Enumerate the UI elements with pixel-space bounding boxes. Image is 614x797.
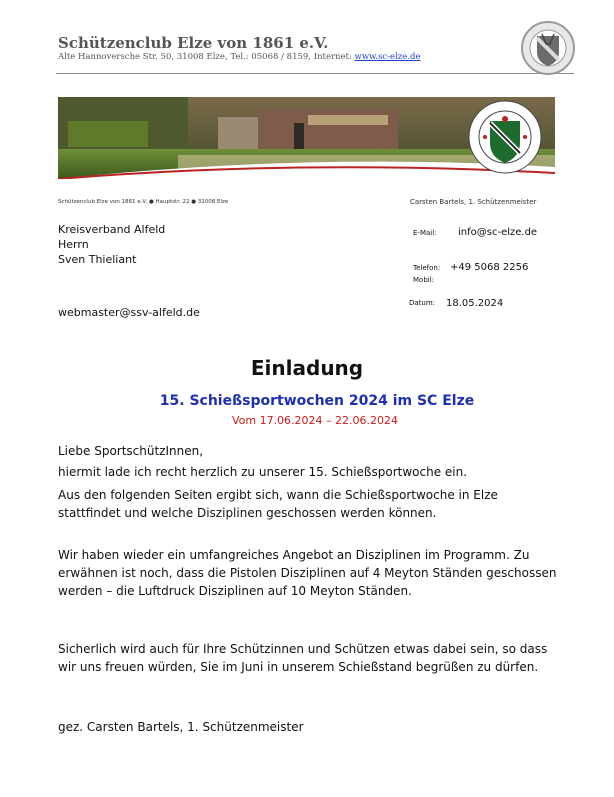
greeting: Liebe SportschützInnen, bbox=[58, 444, 204, 458]
event-subtitle: 15. Schießsportwochen 2024 im SC Elze bbox=[159, 393, 475, 409]
page-title: Einladung bbox=[250, 356, 364, 380]
phone-label: Telefon: bbox=[413, 264, 441, 272]
banner-club-logo bbox=[469, 101, 541, 173]
date-label: Datum: bbox=[409, 299, 436, 307]
body-paragraph-3: Wir haben wieder ein umfangreiches Angebot an Disziplinen im Programm. Zu erwähnen ist noch, dass die Pistolen Disziplinen auf 4 Meyton Ständen geschossen werden – die Luftdruck Disziplinen auf 10 Meyton Ständen. bbox=[58, 548, 557, 598]
phone-value: +49 5068 2256 bbox=[450, 262, 529, 273]
sender-line: Schützenclub Elze von 1861 e.V. ● Hauptstr. 22 ● 31008 Elze bbox=[58, 199, 229, 205]
body-paragraph-1: hiermit lade ich recht herzlich zu unserer 15. Schießsportwoche ein. bbox=[58, 465, 468, 479]
recipient-address: Kreisverband Alfeld Herrn Sven Thieliant bbox=[58, 223, 166, 266]
header-banner-photo bbox=[58, 97, 555, 179]
body-paragraph-4: Sicherlich wird auch für Ihre Schützinnen und Schützen etwas dabei sein, so dass wir uns freuen würden, Sie im Juni in unserem Schießstand begrüßen zu dürfen. bbox=[58, 642, 548, 674]
club-crest-icon bbox=[520, 20, 576, 76]
signature: gez. Carsten Bartels, 1. Schützenmeister bbox=[58, 720, 304, 734]
email-label: E-Mail: bbox=[413, 229, 437, 237]
recipient-email[interactable]: webmaster@ssv-alfeld.de bbox=[58, 306, 200, 319]
website-link[interactable]: www.sc-elze.de bbox=[354, 52, 421, 62]
email-value[interactable]: info@sc-elze.de bbox=[458, 227, 538, 238]
club-address bbox=[58, 52, 421, 62]
signer-name: Carsten Bartels, 1. Schützenmeister bbox=[410, 198, 537, 206]
date-value: 18.05.2024 bbox=[446, 298, 504, 309]
event-dates: Vom 17.06.2024 – 22.06.2024 bbox=[231, 414, 399, 427]
mobile-label: Mobil: bbox=[413, 276, 435, 284]
header-divider bbox=[56, 73, 574, 74]
body-paragraph-2: Aus den folgenden Seiten ergibt sich, wann die Schießsportwoche in Elze stattfindet und welche Disziplinen geschossen werden können. bbox=[58, 488, 498, 520]
club-address-text: Alte Hannoversche Str. 50, 31008 Elze, Tel.: 05068 / 8159, Internet: bbox=[58, 52, 352, 62]
club-name: Schützenclub Elze von 1861 e.V. bbox=[58, 34, 329, 52]
